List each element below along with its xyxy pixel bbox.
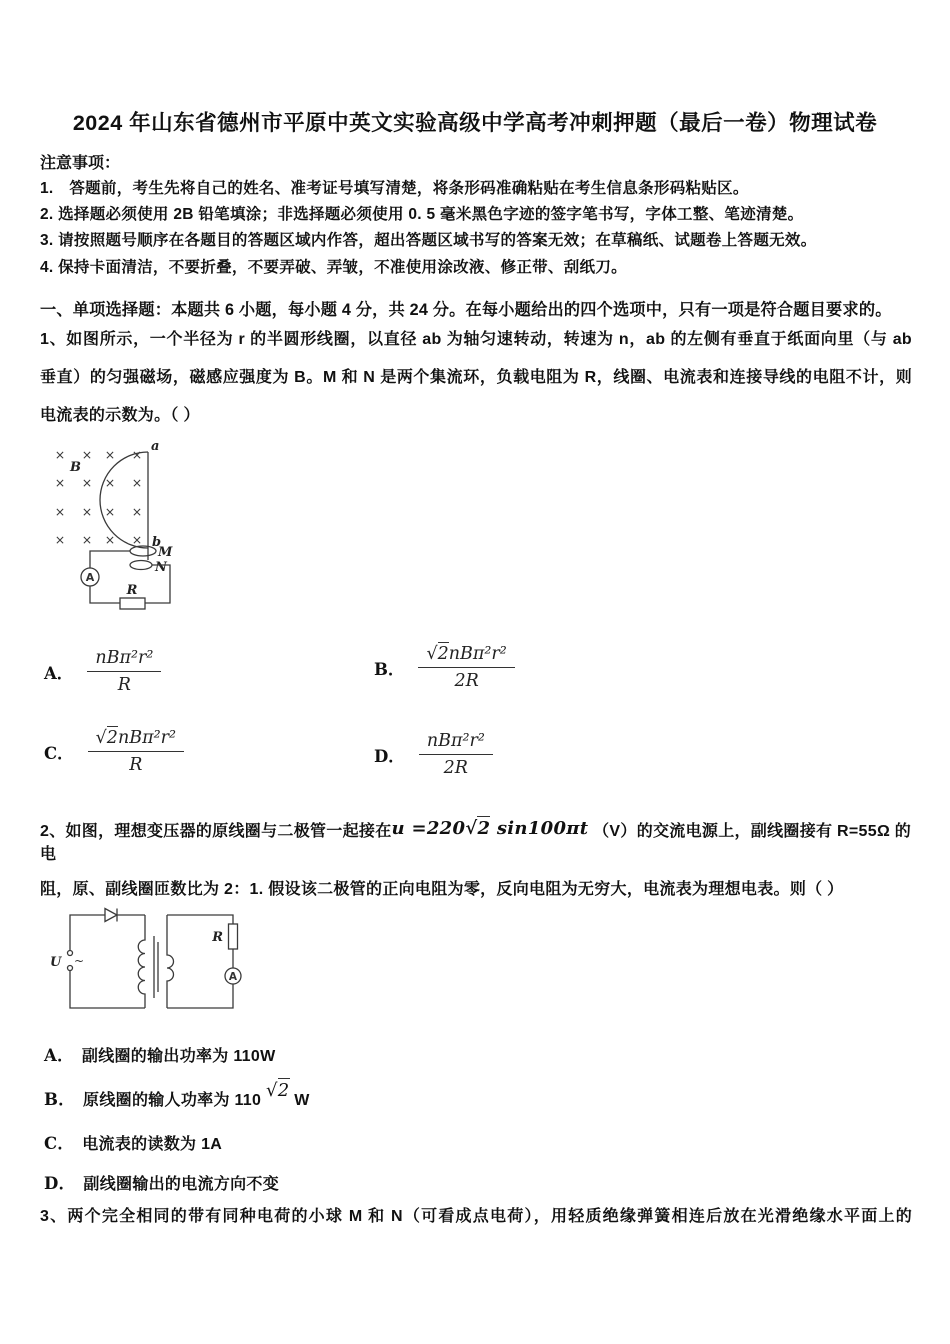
svg-text:×: × xyxy=(54,532,66,547)
section-heading: 一、单项选择题：本题共 6 小题，每小题 4 分，共 24 分。在每小题给出的四个选项中，只有一项是符合题目要求的。 xyxy=(40,301,892,319)
notice-item-4: 4. 保持卡面清洁，不要折叠，不要弄破、弄皱，不准使用涂改液、修正带、刮纸刀。 xyxy=(40,259,627,276)
ammeter-label: A xyxy=(85,571,95,584)
q2-voltage-formula: u =220√2 sin100πt xyxy=(391,818,589,839)
svg-text:×: × xyxy=(104,475,116,490)
q1-option-b-label: B． xyxy=(374,659,405,679)
question-1-line-3: 电流表的示数为。（ ） xyxy=(40,407,200,424)
q1-option-a-label: A． xyxy=(44,663,74,683)
q1-option-c-formula: $\frac{\text{√2nBπ²r²}}{R}$ xyxy=(88,728,184,775)
figure-2-transformer-circuit xyxy=(45,902,255,1016)
magnetic-field-crosses xyxy=(55,447,142,547)
notice-item-1: 1. 答题前，考生先将自己的姓名、准考证号填写清楚，将条形码准确粘贴在考生信息条形码粘贴区。 xyxy=(40,180,749,197)
svg-text:×: × xyxy=(104,504,116,519)
q1-option-d-formula: $\frac{\text{nBπ²r²}}{2R}$ xyxy=(419,731,493,778)
question-1-line-1: 1、如图所示，一个半径为 r 的半圆形线圈，以直径 ab 为轴匀速转动，转速为 n，ab 的左侧有垂直于纸面向里（与 ab xyxy=(40,331,912,348)
svg-text:×: × xyxy=(81,447,93,462)
q1-option-c xyxy=(44,728,184,775)
label-M: M xyxy=(158,545,173,560)
svg-text:×: × xyxy=(104,532,116,547)
resistor-icon xyxy=(120,598,145,609)
q2-option-d: D． 副线圈输出的电流方向不变 xyxy=(44,1174,280,1193)
resistor-icon xyxy=(229,924,238,949)
wire-primary-bottom xyxy=(70,971,145,1008)
svg-text:×: × xyxy=(54,447,66,462)
notice-heading: 注意事项： xyxy=(40,155,121,172)
q2-option-b-sqrt: √2 xyxy=(265,1080,290,1101)
diode-icon xyxy=(105,909,117,922)
q2-option-c: C． 电流表的读数为 1A xyxy=(44,1134,223,1153)
question-2-line-1: 2、如图，理想变压器的原线圈与二极管一起接在u =220√2 sin100πt （V）的交流电源上，副线圈接有 R=55Ω 的电 xyxy=(40,818,912,863)
page-title: 2024 年山东省德州市平原中英文实验高级中学高考冲刺押题（最后一卷）物理试卷 xyxy=(72,111,878,135)
resistor-label: R xyxy=(212,930,223,945)
q1-option-a-formula: $\frac{\text{nBπ²r²}}{R}$ xyxy=(87,648,161,695)
svg-text:×: × xyxy=(81,475,93,490)
primary-loop xyxy=(50,909,145,1009)
question-3-line-1: 3、两个完全相同的带有同种电荷的小球 M 和 N（可看成点电荷），用轻质绝缘弹簧相连后放在光滑绝缘水平面上的 xyxy=(40,1208,912,1225)
notice-item-3: 3. 请按照题号顺序在各题目的答题区域内作答，超出答题区域书写的答案无效；在草稿纸、试题卷上答题无效。 xyxy=(40,232,817,249)
resistor-label: R xyxy=(126,583,138,598)
q2-option-b: B． 原线圈的输人功率为 110 √2 W xyxy=(44,1080,310,1109)
svg-text:×: × xyxy=(131,532,143,547)
label-a: a xyxy=(151,439,160,454)
q1-option-a xyxy=(44,648,161,695)
label-N: N xyxy=(155,560,167,575)
svg-text:×: × xyxy=(54,504,66,519)
label-b: b xyxy=(152,535,162,550)
source-terminal-top xyxy=(68,951,73,956)
ammeter-label: A xyxy=(228,971,238,983)
q1-option-c-label: C． xyxy=(44,743,74,763)
wire-left xyxy=(90,551,130,568)
q1-option-b xyxy=(374,644,515,691)
svg-text:×: × xyxy=(81,532,93,547)
q1-option-d xyxy=(374,731,493,778)
primary-coil xyxy=(138,915,145,1008)
svg-text:×: × xyxy=(131,447,143,462)
secondary-loop xyxy=(167,915,241,1008)
svg-text:×: × xyxy=(131,504,143,519)
notice-item-2: 2. 选择题必须使用 2B 铅笔填涂；非选择题必须使用 0. 5 毫米黑色字迹的签字笔书写，字体工整、笔迹清楚。 xyxy=(40,206,804,223)
svg-text:×: × xyxy=(104,447,116,462)
figure-1-semicircular-coil-circuit xyxy=(52,440,232,625)
svg-text:×: × xyxy=(81,504,93,519)
wire-bottom-left xyxy=(90,586,120,603)
q1-option-b-formula: $\frac{\text{√2nBπ²r²}}{2R}$ xyxy=(418,644,514,691)
question-2-line-2: 阻，原、副线圈匝数比为 2：1. 假设该二极管的正向电阻为零，反向电阻为无穷大，电流表为理想电表。则（ ） xyxy=(40,881,844,898)
secondary-coil xyxy=(167,915,174,1008)
wire-secondary-top xyxy=(167,915,233,924)
source-label: U xyxy=(50,955,62,970)
source-terminal-bottom xyxy=(68,966,73,971)
slip-ring-N xyxy=(130,561,152,570)
svg-text:×: × xyxy=(54,475,66,490)
q2-option-a: A． 副线圈的输出功率为 110W xyxy=(44,1046,276,1065)
field-label-B: B xyxy=(70,460,81,475)
question-1-line-2: 垂直）的匀强磁场，磁感应强度为 B。M 和 N 是两个集流环，负载电阻为 R，线圈、电流表和连接导线的电阻不计，则 xyxy=(40,369,912,386)
svg-text:×: × xyxy=(131,475,143,490)
q1-option-d-label: D． xyxy=(374,746,405,766)
ac-tilde-symbol: ~ xyxy=(74,954,85,968)
wire-secondary-bottom xyxy=(167,984,233,1008)
